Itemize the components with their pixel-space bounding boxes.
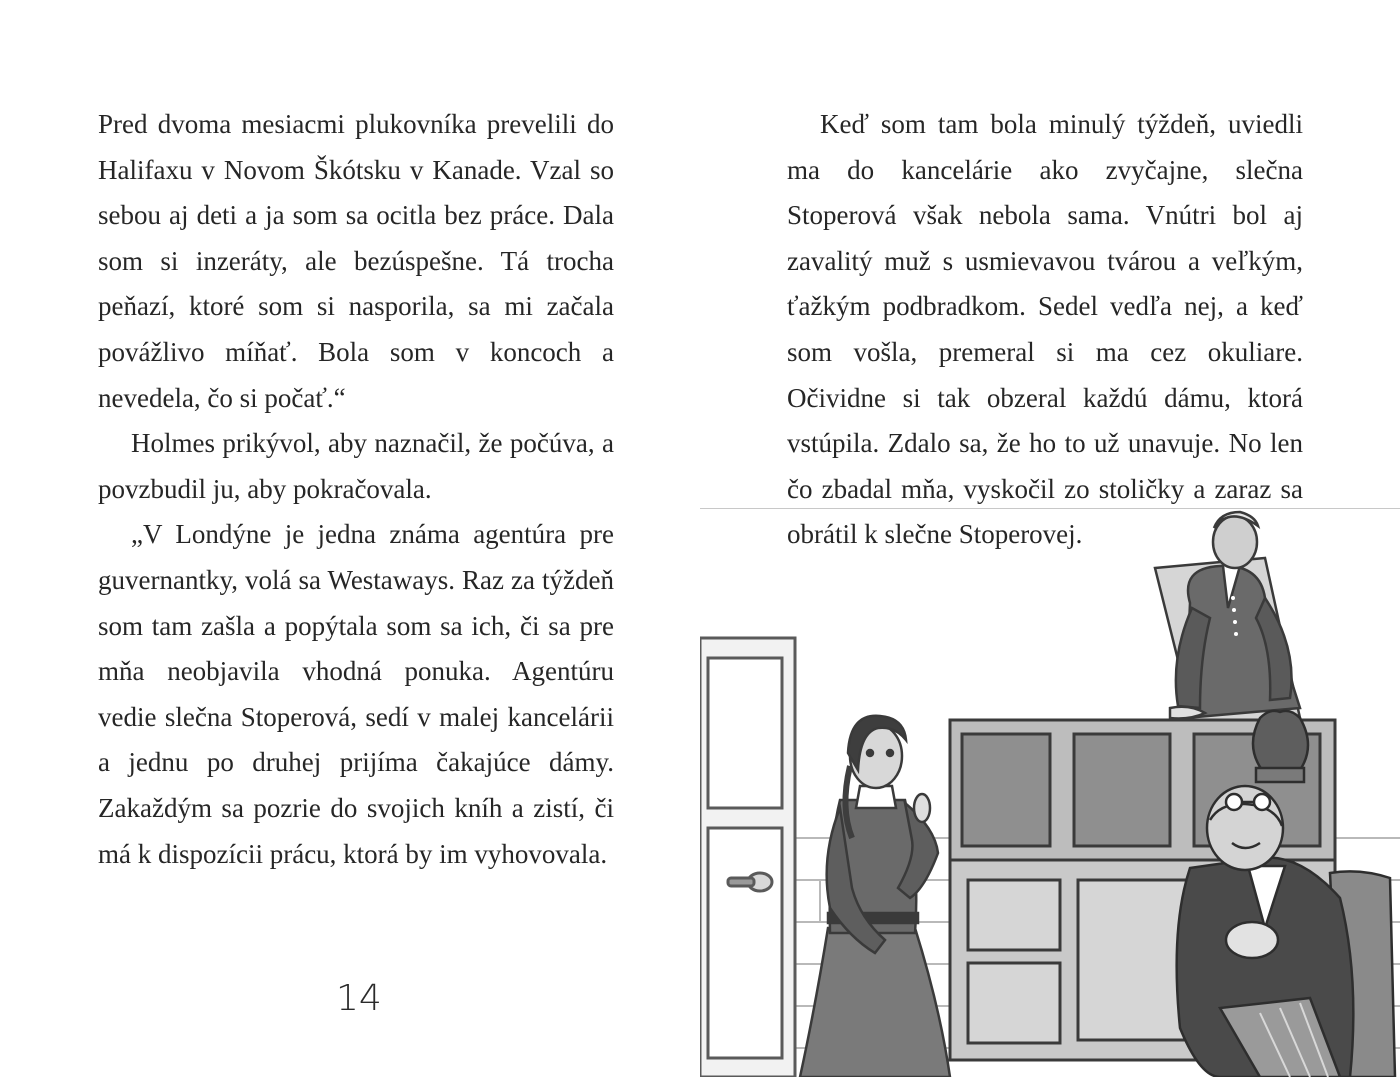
paragraph: „V Londýne je jedna známa agentúra pre guvernantky, volá sa Westaways. Raz za týždeň som tam zašla a popýtala som sa ich, či sa pre mňa neobjavila vhodná ponuka. Agentúru vedie slečna Stoperová, sedí v malej kancelárii a jednu po druhej prijíma čakajúce dámy. Zakaždým sa pozrie do svojich kníh a zistí, či má k dispozícii prácu, ktorá by im vyhovovala.	[98, 519, 614, 869]
page-number: 14	[336, 978, 382, 1019]
door	[700, 638, 795, 1077]
paragraph: Keď som tam bola minulý týždeň, uviedli ma do kancelárie ako zvyčajne, slečna Stoperová však nebola sama. Vnútri bol aj zavalitý muž s usmievavou tvárou a veľkým, ťažkým podbradkom. Sedel vedľa nej, a keď som vošla, premeral si ma cez okuliare. Očividne si tak obzeral každú dámu, ktorá vstúpila. Zdalo sa, že ho to už unavuje. No len čo zbadal mňa, vyskočil zo stoličky a zaraz sa obrátil k slečne Stoperovej.	[787, 109, 1303, 550]
left-page-text	[98, 102, 614, 877]
right-page	[700, 0, 1400, 1077]
paragraph: Pred dvoma mesiacmi plukovníka prevelili do Halifaxu v Novom Škótsku v Kanade. Vzal so sebou aj deti a ja som sa ocitla bez práce. Dala som si inzeráty, ale bezúspešne. Tá trocha peňazí, ktoré som si nasporila, sa mi začala povážlivo míňať. Bola som v koncoch a nevedela, čo si počať.“	[98, 109, 614, 413]
paragraph: Holmes prikývol, aby naznačil, že počúva, a povzbudil ju, aby pokračovala.	[98, 428, 614, 504]
office-scene-illustration	[700, 508, 1400, 1077]
right-page-text	[787, 102, 1303, 558]
